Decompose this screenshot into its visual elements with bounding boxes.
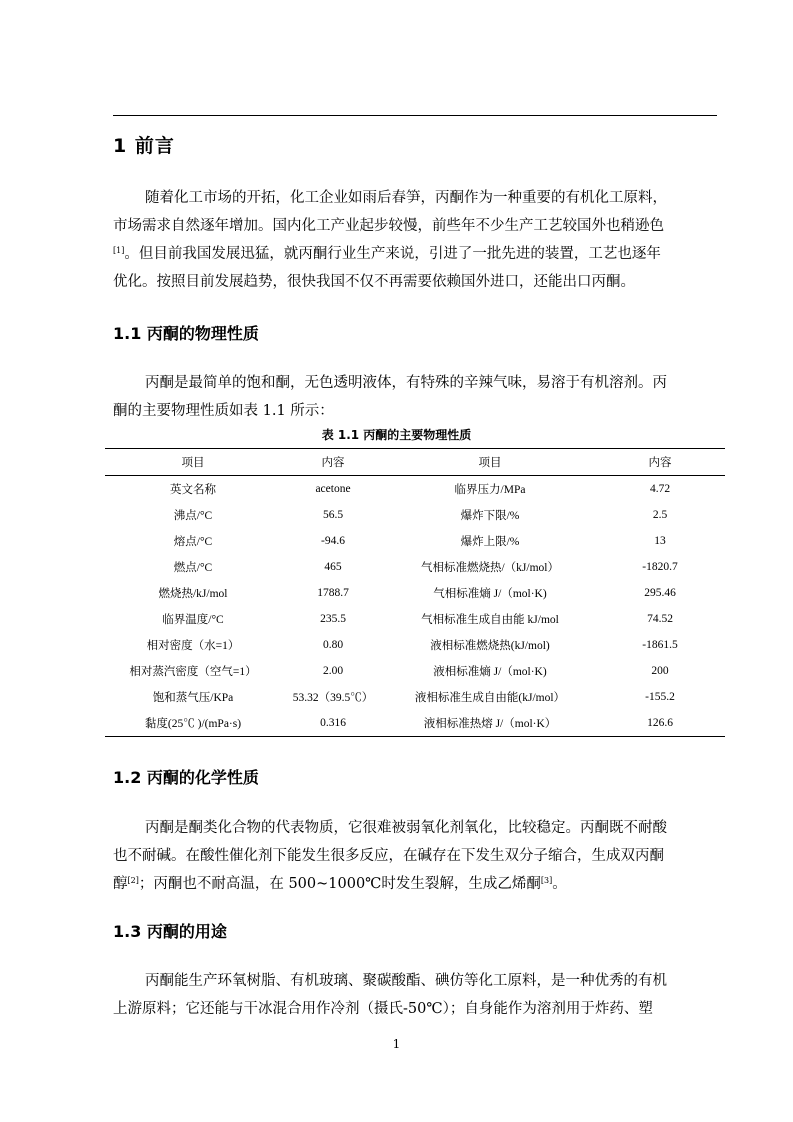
page-number: 1 xyxy=(392,1037,401,1051)
table-cell: 熔点/°C xyxy=(173,536,213,548)
paragraph-line: 丙酮是最简单的饱和酮，无色透明液体，有特殊的辛辣气味，易溶于有机溶剂。丙 xyxy=(145,375,667,391)
table-cell: 相对蒸汽密度（空气=1） xyxy=(129,666,257,678)
table-cell: -1861.5 xyxy=(642,639,678,651)
table-row xyxy=(105,554,725,580)
column-header: 内容 xyxy=(595,449,725,476)
table-cell: -94.6 xyxy=(321,535,345,547)
section-1-1-heading: 1.1 丙酮的物理性质 xyxy=(113,324,259,343)
table-cell: 液相标准熵 J/（mol·K) xyxy=(433,666,547,678)
section-1-3-paragraph xyxy=(113,967,717,1023)
table-row xyxy=(105,658,725,684)
table-cell: 235.5 xyxy=(320,613,346,625)
paragraph-line: 优化。按照目前发展趋势，很快我国不仅不再需要依赖国外进口，还能出口丙酮。 xyxy=(113,274,635,290)
table-cell: 液相标准热熔 J/（mol·K） xyxy=(385,710,595,737)
table-cell: 2.00 xyxy=(322,665,344,677)
table-cell: 0.316 xyxy=(281,710,385,737)
paragraph-line: 丙酮能生产环氧树脂、有机玻璃、聚碳酸酯、碘仿等化工原料，是一种优秀的有机 xyxy=(145,973,667,989)
table-cell: 爆炸上限/% xyxy=(460,536,520,548)
column-header: 内容 xyxy=(281,449,385,476)
table-cell: 2.5 xyxy=(652,509,668,521)
paragraph-line: 上游原料；它还能与干冰混合用作冷剂（摄氏-50℃）；自身能作为溶剂用于炸药、塑 xyxy=(113,1001,653,1017)
table-row xyxy=(105,684,725,710)
table-cell: 56.5 xyxy=(322,509,344,521)
table-cell: 气相标准燃烧热/（kJ/mol） xyxy=(420,562,559,574)
table-row xyxy=(105,502,725,528)
paragraph-text: ；丙酮也不耐高温，在 500~1000℃时发生裂解，生成乙烯酮 xyxy=(138,876,541,892)
paragraph-line: 随着化工市场的开拓，化工企业如雨后春笋，丙酮作为一种重要的有机化工原料， xyxy=(145,190,667,206)
column-header: 项目 xyxy=(385,449,595,476)
table-cell: 临界温度/°C xyxy=(162,614,224,626)
citation-ref-1: [1] xyxy=(113,246,125,255)
properties-table xyxy=(105,448,725,737)
paragraph-text: 。 xyxy=(552,876,567,892)
table-cell: 1788.7 xyxy=(317,587,349,599)
paragraph-line: 也不耐碱。在酸性催化剂下能发生很多反应，在碱存在下发生双分子缩合，生成双丙酮 xyxy=(113,848,664,864)
citation-ref-3: [3] xyxy=(540,876,553,885)
table-cell: 53.32（39.5℃） xyxy=(292,692,374,704)
table-cell: 爆炸下限/% xyxy=(460,510,520,522)
table-cell: 黏度(25℃ )/(mPa·s) xyxy=(105,710,281,737)
table-row xyxy=(105,580,725,606)
table-cell: 气相标准生成自由能 kJ/mol xyxy=(421,614,559,626)
table-row xyxy=(105,606,725,632)
table-cell: acetone xyxy=(315,483,351,495)
table-cell: 液相标准燃烧热(kJ/mol) xyxy=(430,640,550,652)
table-caption: 表 1.1 丙酮的主要物理性质 xyxy=(321,428,472,442)
section-1-2-heading: 1.2 丙酮的化学性质 xyxy=(113,768,259,787)
table-cell: 200 xyxy=(651,665,669,677)
table-cell: 295.46 xyxy=(644,587,676,599)
table-row xyxy=(105,710,725,737)
table-header-row xyxy=(105,449,725,476)
table-cell: 465 xyxy=(324,561,342,573)
column-header: 项目 xyxy=(105,449,281,476)
paragraph-line: 酮的主要物理性质如表 1.1 所示： xyxy=(113,403,334,419)
table-cell: 74.52 xyxy=(647,613,673,625)
header-rule xyxy=(113,115,717,116)
table-cell: -155.2 xyxy=(645,691,675,703)
section-1-3-heading: 1.3 丙酮的用途 xyxy=(113,922,227,941)
table-cell: 燃烧热/kJ/mol xyxy=(158,588,228,600)
section-1-heading: 1 前言 xyxy=(113,135,175,157)
table-cell: 气相标准熵 J/（mol·K) xyxy=(433,588,547,600)
paragraph-line xyxy=(113,870,717,898)
table-row xyxy=(105,528,725,554)
table-cell: 燃点/°C xyxy=(173,562,213,574)
table-cell: 相对密度（水=1） xyxy=(146,640,240,652)
table-row xyxy=(105,476,725,503)
citation-ref-2: [2] xyxy=(127,876,139,885)
section-1-2-paragraph xyxy=(113,814,717,898)
paragraph-line: 丙酮是酮类化合物的代表物质，它很难被弱氧化剂氧化，比较稳定。丙酮既不耐酸 xyxy=(145,820,667,836)
paragraph-line: 市场需求自然逐年增加。国内化工产业起步较慢，前些年不少生产工艺较国外也稍逊色 xyxy=(113,218,664,234)
paragraph-text: 醇 xyxy=(113,876,128,892)
table-cell: 临界压力/MPa xyxy=(454,484,526,496)
paragraph-line xyxy=(113,240,717,268)
table-cell: 13 xyxy=(654,535,666,547)
table-cell: 4.72 xyxy=(649,483,671,495)
table-cell: 液相标准生成自由能(kJ/mol） xyxy=(414,692,566,704)
table-cell: 饱和蒸气压/KPa xyxy=(152,692,234,704)
section-1-paragraph xyxy=(113,184,717,296)
table-cell: 沸点/°C xyxy=(173,510,213,522)
table-cell: -1820.7 xyxy=(642,561,678,573)
section-1-1-paragraph xyxy=(113,369,717,425)
table-cell: 126.6 xyxy=(595,710,725,737)
paragraph-text: 。但目前我国发展迅猛，就丙酮行业生产来说，引进了一批先进的装置，工艺也逐年 xyxy=(124,246,661,262)
table-cell: 英文名称 xyxy=(170,484,216,496)
table-row xyxy=(105,632,725,658)
table-cell: 0.80 xyxy=(322,639,344,651)
